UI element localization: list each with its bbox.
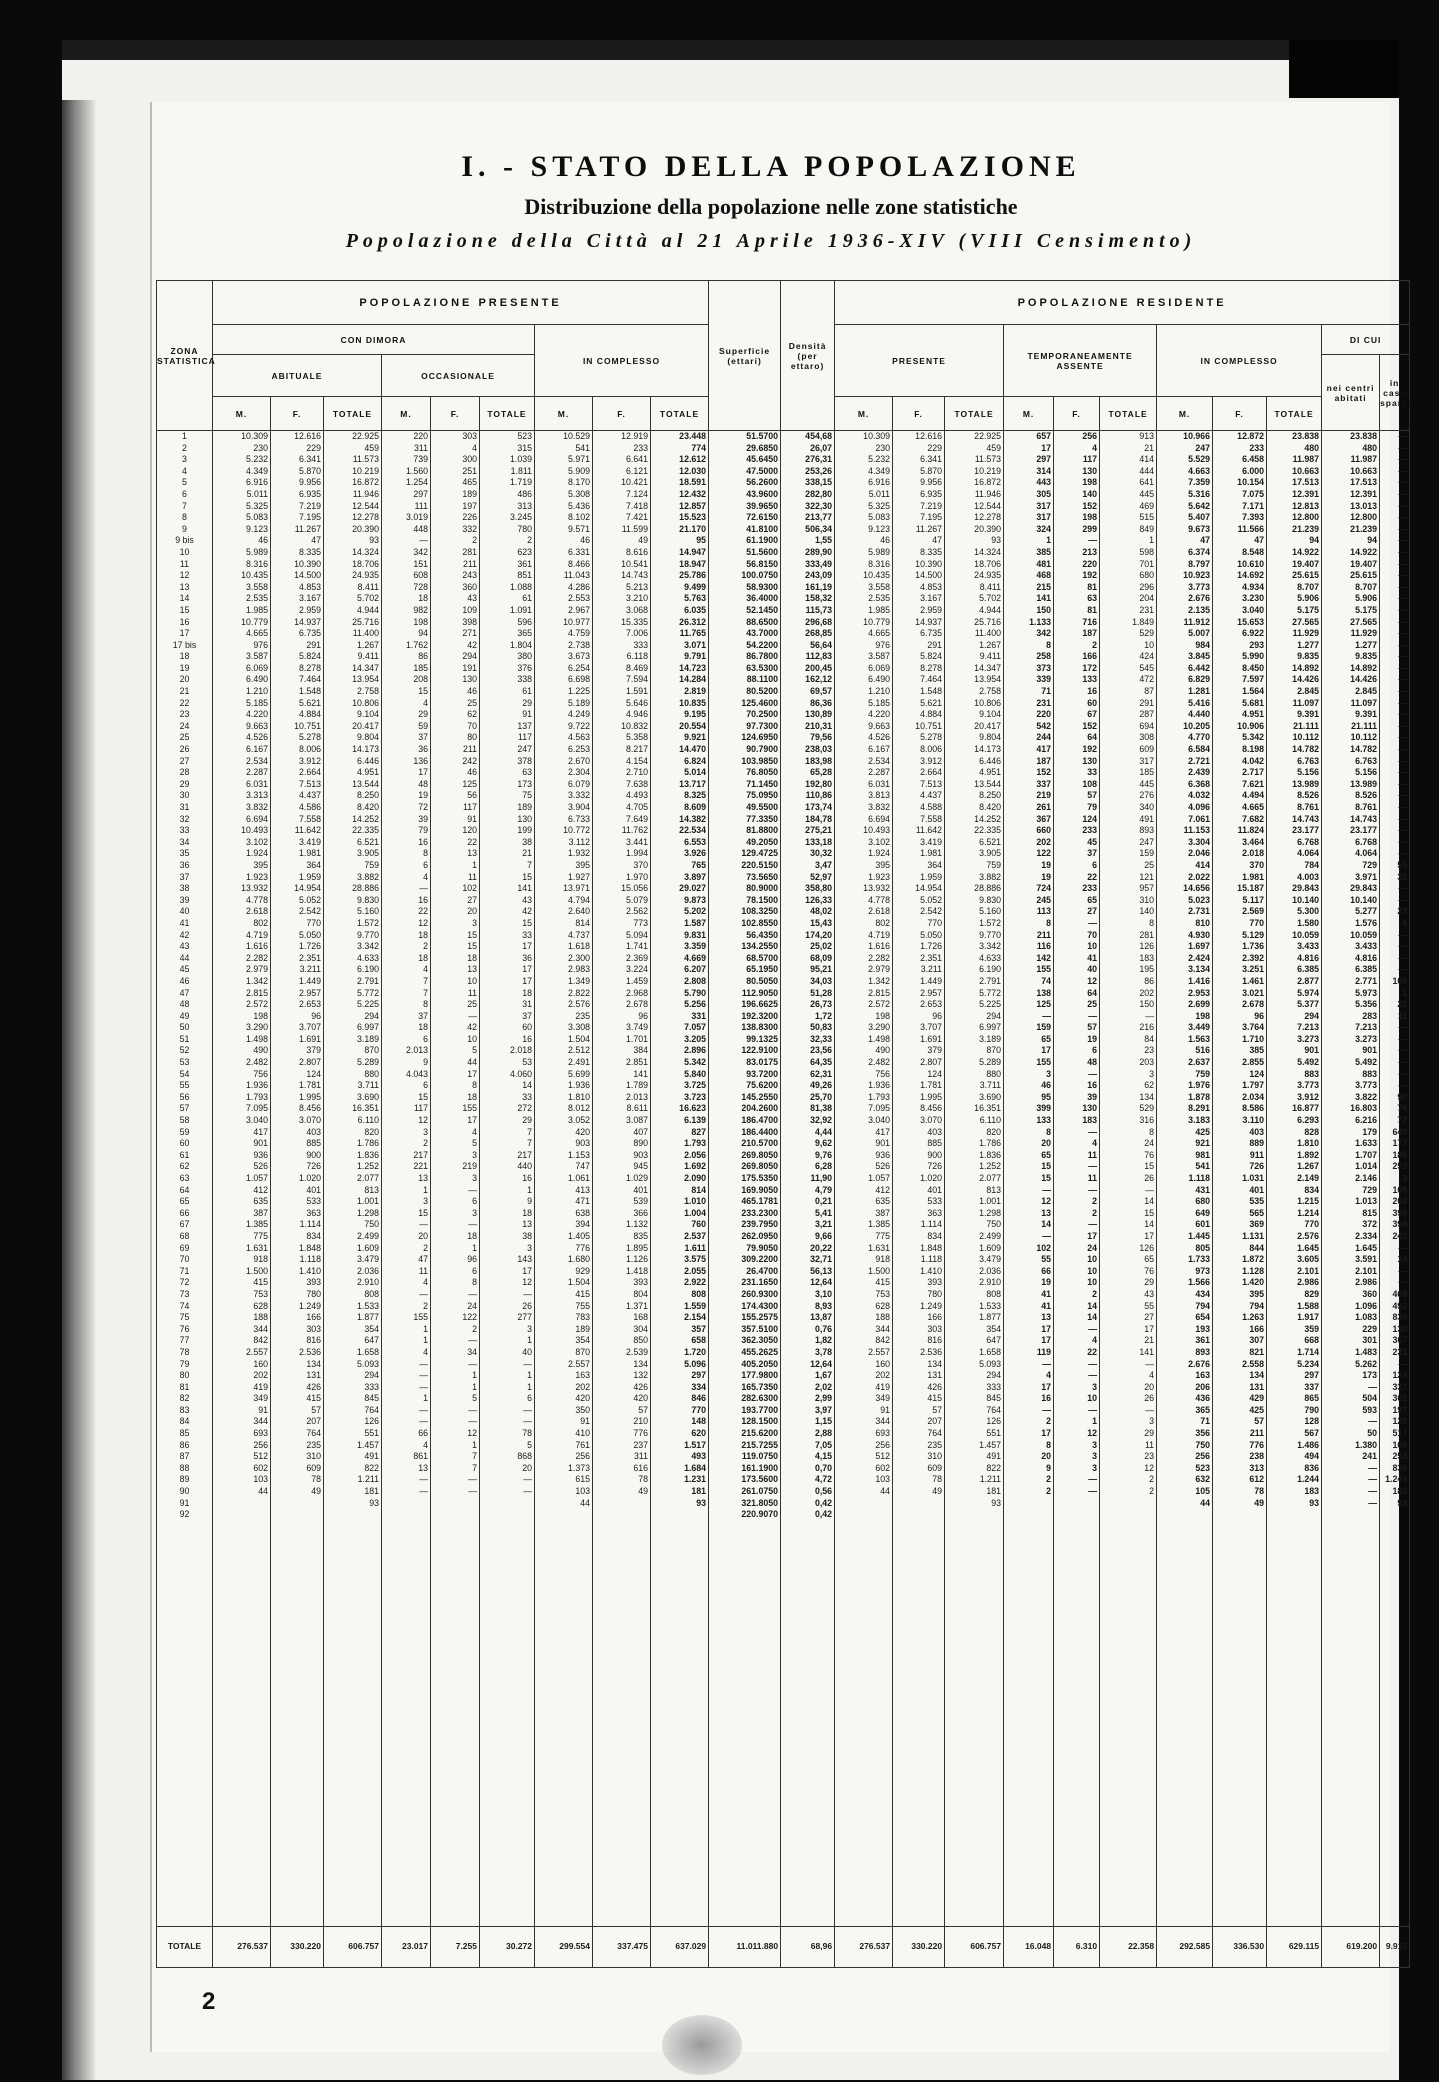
res-presente-f-column: 12.616 229 6.341 5.870 9.956 6.935 7.219 7.195 11.267 47 8.335 10.390 14.500 4.853 3.167 2.959 14.937 6.735 291 5.824 8.278 7.464 1.548 5.621 4.884 10.751 5.278 8.006 3.912 2.664 7.513 4.437 4.588 7.558 11.642 3.419 1.981 364 1.959 14.954 5.052 2.542 770 5.050 1.726 2.351 3.211 1.449 2.957 2.653 96 3.707 1.691 379 2.807 124 1.781 1.995 8.456 3.070 403 885 900 726 1.020 401 533 363 1.114 834 1.848 1.118 1.410 393 780 1.249 166 303 816 2.536 134 131 426 415 57 207 764 235 310 609 78 49 <box>893 431 945 1927</box>
temp-assente-totale-column: 913 21 414 444 641 445 469 515 849 1 598 701 680 296 204 231 1.849 529 10 424 545 472 87 291 287 694 308 609 317 185 445 276 340 491 893 247 159 25 121 957 310 140 8 281 126 183 195 86 202 150 — 216 84 23 203 3 62 134 529 316 8 24 76 15 26 — 14 15 14 17 126 65 76 29 43 55 27 17 21 141 — 4 20 26 — 3 29 11 23 12 2 2 <box>1100 431 1157 1927</box>
col-m: M. <box>382 397 431 431</box>
data-body-row <box>157 431 1410 1927</box>
total-cell: 16.048 <box>1004 1927 1054 1968</box>
total-cell: 606.757 <box>324 1927 382 1968</box>
col-totale: TOTALE <box>480 397 535 431</box>
occasionale-m-column: 220 311 739 1.560 1.254 297 111 3.019 448 — 342 151 608 728 18 982 198 94 1.762 86 185 208 15 4 29 59 37 36 136 17 48 19 72 39 79 16 8 6 4 — 16 22 12 18 2 18 4 7 7 8 37 18 6 2.013 9 4.043 6 15 117 12 3 2 217 221 13 1 3 15 — 20 2 47 11 4 — 2 155 1 1 4 — — — 1 — — 66 4 861 13 — — <box>382 431 431 1927</box>
total-cell: 337.475 <box>593 1927 651 1968</box>
book-binding <box>62 100 96 2080</box>
superficie-header: Superficie (ettari) <box>709 281 781 431</box>
abituale-f-column: 12.616 229 6.341 5.870 9.956 6.935 7.219 7.195 11.267 47 8.335 10.390 14.500 4.853 3.167 2.959 14.937 6.735 291 5.824 8.278 7.464 1.548 5.621 4.884 10.751 5.278 8.006 3.912 2.664 7.513 4.437 4.586 7.558 11.642 3.419 1.981 364 1.959 14.954 5.052 2.542 770 5.050 1.726 2.351 3.211 1.449 2.957 2.653 96 3.707 1.691 379 2.807 124 1.781 1.995 8.456 3.070 403 885 900 726 1.020 401 533 363 1.114 834 1.848 1.118 1.410 393 780 1.249 166 303 816 2.536 134 131 426 415 57 207 764 235 310 609 78 49 <box>271 431 324 1927</box>
col-f: F. <box>431 397 480 431</box>
res-complesso-totale-column: 23.838 480 11.987 10.663 17.513 12.391 12.813 12.800 21.239 94 14.922 19.407 25.615 8.707 5.906 5.175 27.565 11.929 1.277 9.835 14.892 14.426 2.845 11.097 9.391 21.111 10.112 14.782 6.763 5.156 13.989 8.526 8.761 14.743 23.177 6.768 4.064 784 4.003 29.843 10.140 5.300 1.580 10.059 3.433 4.816 6.385 2.877 5.974 5.377 294 7.213 3.273 901 5.492 883 3.773 3.912 16.877 6.293 828 1.810 1.892 1.267 2.149 834 1.215 1.214 770 2.576 1.645 3.605 2.101 2.986 829 1.588 1.917 359 668 1.714 5.234 297 337 865 790 128 567 1.486 494 836 1.244 183 93 <box>1267 431 1322 1927</box>
col-m: M. <box>535 397 593 431</box>
total-cell: 292.585 <box>1157 1927 1213 1968</box>
col-f: F. <box>893 397 945 431</box>
abituale-header: ABITUALE <box>213 355 382 397</box>
col-totale: TOTALE <box>651 397 709 431</box>
page-subtitle: Distribuzione della popolazione nelle zone statistiche <box>524 194 1018 219</box>
res-complesso-f-column: 12.872 233 6.458 6.000 10.154 7.075 7.171 7.393 11.566 47 8.548 10.610 14.692 4.934 3.230 3.040 15.653 6.922 293 5.990 8.450 7.597 1.564 5.681 4.951 10.906 5.342 8.198 4.042 2.717 7.621 4.494 4.665 7.682 11.824 3.464 2.018 370 1.981 15.187 5.117 2.569 770 5.129 1.736 2.392 3.251 1.461 3.021 2.678 96 3.764 1.710 385 2.855 124 1.797 2.034 8.586 3.110 403 889 911 726 1.031 401 535 565 369 1.131 844 1.872 1.128 1.420 395 794 1.263 166 307 821 2.558 134 131 429 425 57 211 776 238 313 612 78 49 <box>1213 431 1267 1927</box>
case-sparse-column: — — — — — — — — — — — — — — — — — — — — — — — — — — — — — — — — — — — — — 55 32 — — 23 4 — — — — 106 1 21 11 — — — — — — 90 74 77 649 177 185 253 3 105 202 399 398 242 — 14 — — 469 492 834 130 367 231 — 124 337 361 197 128 517 106 253 836 1.244 183 93 <box>1380 431 1410 1927</box>
superficie-column: 51.5700 29.6850 45.6450 47.5000 56.2600 43.9600 39.9650 72.6150 41.8100 61.1900 51.5600 56.8150 100.0750 58.9300 36.4000 52.1450 88.6500 43.7000 54.2200 86.7800 63.5300 88.1100 80.5200 125.4600 70.2500 97.7300 124.6950 90.7900 103.9850 76.8050 71.1450 75.0950 49.5500 77.3350 81.8800 49.2050 129.4725 220.5150 73.5650 80.9000 78.1500 108.3250 102.8550 56.4350 134.2550 68.5700 65.1950 80.5050 112.9050 196.6625 192.3200 138.8300 99.1325 122.9100 83.0175 93.7200 75.6200 145.2550 204.2600 186.4700 186.4400 210.5700 269.8050 269.8050 175.5350 169.9050 465.1781 233.2300 239.7950 262.0950 79.9050 309.2200 26.4700 231.1650 260.9300 174.4300 155.2575 357.5100 362.3050 455.2625 405.2050 177.9800 165.7350 282.6300 193.7700 128.1500 215.6200 215.7255 119.0750 161.1900 173.5600 261.0750 321.8050 220.9070 <box>709 431 781 1927</box>
scanned-page <box>62 40 1414 2080</box>
totals-label: TOTALE <box>157 1927 213 1968</box>
total-cell: 637.029 <box>651 1927 709 1968</box>
zona-column: 1 2 3 4 5 6 7 8 9 9 bis 10 11 12 13 14 15 16 17 17 bis 18 19 20 21 22 23 24 25 26 27 28 29 30 31 32 33 34 35 36 37 38 39 40 41 42 43 44 45 46 47 48 49 50 51 52 53 54 55 56 57 58 59 60 61 62 63 64 65 66 67 68 69 70 71 72 73 74 75 76 77 78 79 80 81 82 83 84 85 86 87 88 89 90 91 92 <box>157 431 213 1927</box>
zona-header: ZONA STATISTICA <box>157 281 213 431</box>
complesso-header: IN COMPLESSO <box>535 325 709 397</box>
complesso-m-column: 10.529 541 5.971 5.909 8.170 5.308 5.436 8.102 9.571 46 6.331 8.466 11.043 4.286 2.553 2.967 10.977 4.759 2.738 3.673 6.254 6.698 1.225 5.189 4.249 9.722 4.563 6.253 2.670 2.304 6.079 3.332 3.904 6.733 10.772 3.112 1.932 395 1.927 13.971 4.794 2.640 814 4.737 1.618 2.300 2.983 1.349 2.822 2.576 235 3.308 1.504 2.512 2.491 5.699 1.936 1.810 8.012 3.052 420 903 1.153 747 1.061 413 471 638 394 1.405 776 1.680 929 1.504 415 755 783 189 354 870 2.557 163 202 420 350 91 410 761 256 1.373 615 103 44 <box>535 431 593 1927</box>
total-cell: 30.272 <box>480 1927 535 1968</box>
centri-header: nei centri abitati <box>1322 355 1380 431</box>
di-cui-header: DI CUI <box>1322 325 1410 355</box>
scan-corner <box>1289 40 1399 98</box>
scan-smudge <box>662 2015 742 2075</box>
centri-abitati-column: 23.838 480 11.987 10.663 17.513 12.391 13.013 12.800 21.239 94 14.922 19.407 25.615 8.707 5.906 5.175 27.565 11.929 1.277 9.835 14.892 14.426 2.845 11.097 9.391 21.111 10.112 14.782 6.763 5.156 13.989 8.526 8.761 14.743 23.177 6.768 4.064 729 3.971 29.843 10.140 5.277 1.576 10.059 3.433 4.816 6.385 2.771 5.973 5.356 283 7.213 3.273 901 5.492 883 3.773 3.822 16.803 6.216 179 1.633 1.707 1.014 2.146 729 1.013 815 372 2.334 1.645 3.591 2.101 2.986 360 1.096 1.083 229 301 1.483 5.262 173 — 504 593 — 50 1.380 241 — — — — <box>1322 431 1380 1927</box>
occasionale-totale-column: 523 315 1.039 1.811 1.719 486 313 3.245 780 2 623 361 851 1.088 61 1.091 596 365 1.804 380 376 338 61 29 91 137 117 247 378 63 173 75 189 130 199 38 21 7 15 141 43 42 15 33 17 36 17 17 18 31 37 60 16 2.018 53 4.060 14 33 272 29 7 7 217 440 16 1 9 18 13 38 3 143 17 12 — 26 277 3 1 40 — 1 1 6 — — 78 5 868 20 — — <box>480 431 535 1927</box>
total-cell: 299.554 <box>535 1927 593 1968</box>
col-m: M. <box>835 397 893 431</box>
total-cell: 276.537 <box>835 1927 893 1968</box>
col-m: M. <box>1157 397 1213 431</box>
residente-header: POPOLAZIONE RESIDENTE <box>835 281 1410 325</box>
col-f: F. <box>1054 397 1100 431</box>
total-cell: 7.255 <box>431 1927 480 1968</box>
densita-header: Densità (per ettaro) <box>781 281 835 431</box>
res-presente-m-column: 10.309 230 5.232 4.349 6.916 5.011 5.325 5.083 9.123 46 5.989 8.316 10.435 3.558 2.535 1.985 10.779 4.665 976 3.587 6.069 6.490 1.210 5.185 4.220 9.663 4.526 6.167 2.534 2.287 6.031 3.813 3.832 6.694 10.493 3.102 1.924 395 1.923 13.932 4.778 2.618 802 4.719 1.616 2.282 2.979 1.342 2.815 2.572 198 3.290 1.498 490 2.482 756 1.936 1.793 7.095 3.040 417 901 936 526 1.057 412 635 387 1.385 775 1.631 918 1.500 415 753 628 188 344 842 2.557 160 202 419 349 91 344 693 256 512 602 103 44 <box>835 431 893 1927</box>
col-totale: TOTALE <box>945 397 1004 431</box>
census-caption: Popolazione della Città al 21 Aprile 1936-XIV (VIII Censimento) <box>345 230 1197 252</box>
presente-header: POPOLAZIONE PRESENTE <box>213 281 709 325</box>
total-cell: 619.200 <box>1322 1927 1380 1968</box>
col-m: M. <box>213 397 271 431</box>
res-presente-totale-column: 22.925 459 11.573 10.219 16.872 11.946 12.544 12.278 20.390 93 14.324 18.706 24.935 8.411 5.702 4.944 25.716 11.400 1.267 9.411 14.347 13.954 2.758 10.806 9.104 20.417 9.804 14.173 6.446 4.951 13.544 8.250 8.420 14.252 22.335 6.521 3.905 759 3.882 28.886 9.830 5.160 1.572 9.770 3.342 4.633 6.190 2.791 5.772 5.225 294 6.997 3.189 870 5.289 880 3.711 3.690 16.351 6.110 820 1.786 1.836 1.252 2.077 813 1.001 1.298 750 2.499 1.609 3.479 2.036 2.910 808 1.533 1.877 354 647 1.658 5.093 294 333 845 764 126 551 1.457 491 822 1.211 181 93 <box>945 431 1004 1927</box>
total-cell: 330.220 <box>271 1927 324 1968</box>
complesso-f-column: 12.919 233 6.641 6.121 10.421 7.124 7.418 7.421 11.599 49 8.616 10.541 14.743 5.213 3.210 3.068 15.335 7.006 333 6.118 8.469 7.594 1.591 5.646 4.946 10.832 5.358 8.217 4.154 2.710 7.638 4.493 4.705 7.649 11.762 3.441 1.994 370 1.970 15.056 5.079 2.562 773 5.094 1.741 2.369 3.224 1.459 2.968 2.678 96 3.749 1.701 384 2.851 141 1.789 2.013 8.611 3.087 407 890 903 945 1.029 401 539 366 1.132 835 1.895 1.126 1.418 393 804 1.371 168 304 850 2.539 134 132 426 420 57 210 776 237 311 616 78 49 <box>593 431 651 1927</box>
res-complesso-header: IN COMPLESSO <box>1157 325 1322 397</box>
temp-assente-f-column: 256 4 117 130 198 140 152 198 299 — 213 220 192 81 63 81 716 187 2 166 172 133 16 60 67 152 64 192 130 33 108 57 79 124 233 45 37 6 22 233 65 27 — 70 10 41 40 12 64 25 — 57 19 6 48 — 16 39 130 183 — 4 11 — 11 — 2 2 — 17 24 10 10 10 2 14 14 — 4 22 — — 3 10 — 1 12 3 3 3 — — <box>1054 431 1100 1927</box>
total-cell: 276.537 <box>213 1927 271 1968</box>
col-totale: TOTALE <box>324 397 382 431</box>
scan-edge <box>62 40 1399 60</box>
res-presente-header: PRESENTE <box>835 325 1004 397</box>
total-cell: 9.915 <box>1380 1927 1410 1968</box>
densita-column: 454,68 26,07 276,31 253,26 338,15 282,80 322,30 213,77 506,34 1,55 289,90 333,49 243,09 161,19 158,32 115,73 296,68 268,85 56,64 112,83 200,45 162,12 69,57 86,36 130,89 210,31 79,56 238,03 183,98 65,28 192,80 110,86 173,74 184,78 275,21 133,18 30,32 3,47 52,97 358,80 126,33 48,02 15,43 174,20 25,02 68,09 95,21 34,03 51,28 26,73 1,72 50,83 32,33 23,56 64,35 62,31 49,26 25,70 81,38 32,92 4,44 9,62 9,76 6,28 11,90 4,79 0,21 5,41 3,21 9,66 20,22 32,71 56,13 12,64 3,10 8,93 13,87 0,76 1,82 3,78 12,64 1,67 2,02 2,99 3,97 1,15 2,88 7,05 4,15 0,70 4,72 0,56 0,42 0,42 <box>781 431 835 1927</box>
totals-row <box>157 1927 1410 1968</box>
sparse-header: in case sparse <box>1380 355 1410 431</box>
col-f: F. <box>593 397 651 431</box>
total-cell: 68,96 <box>781 1927 835 1968</box>
occasionale-header: OCCASIONALE <box>382 355 535 397</box>
total-cell: 606.757 <box>945 1927 1004 1968</box>
abituale-m-column: 10.309 230 5.232 4.349 6.916 5.011 5.325 5.083 9.123 46 5.989 8.316 10.435 3.558 2.535 1.985 10.779 4.665 976 3.587 6.069 6.490 1.210 5.185 4.220 9.663 4.526 6.167 2.534 2.287 6.031 3.313 3.832 6.694 10.493 3.102 1.924 395 1.923 13.932 4.778 2.618 802 4.719 1.616 2.282 2.979 1.342 2.815 2.572 198 3.290 1.498 490 2.482 756 1.936 1.793 7.095 3.040 417 901 936 526 1.057 412 635 387 1.385 775 1.631 918 1.500 415 753 628 188 344 842 2.557 160 202 419 349 91 344 693 256 512 602 103 44 <box>213 431 271 1927</box>
population-table <box>156 280 1414 1968</box>
total-cell: 23.017 <box>382 1927 431 1968</box>
page-number: 2 <box>202 1988 216 2015</box>
total-cell: 330.220 <box>893 1927 945 1968</box>
col-totale: TOTALE <box>1267 397 1322 431</box>
res-complesso-m-column: 10.966 247 5.529 4.663 7.359 5.316 5.642 5.407 9.673 47 6.374 8.797 10.923 3.773 2.676 2.135 11.912 5.007 984 3.845 6.442 6.829 1.281 5.416 4.440 10.205 4.770 6.584 2.721 2.439 6.368 4.032 4.096 7.061 11.153 3.304 2.046 414 2.022 14.656 5.023 2.731 810 4.930 1.697 2.424 3.134 1.416 2.953 2.699 198 3.449 1.563 516 2.637 759 1.976 1.878 8.291 3.183 425 921 981 541 1.118 431 680 649 601 1.445 805 1.733 973 1.566 434 794 654 193 361 893 2.676 163 206 436 365 71 356 750 256 523 632 105 44 <box>1157 431 1213 1927</box>
occasionale-f-column: 303 4 300 251 465 189 197 226 332 2 281 211 243 360 43 109 398 271 42 294 191 130 46 25 62 70 80 211 242 46 125 56 117 91 120 22 13 1 11 102 27 20 3 15 15 18 13 10 11 25 — 42 10 5 44 17 8 18 155 17 4 5 3 219 3 — 6 3 — 18 1 96 6 8 — 24 122 2 — 34 — 1 1 5 — — 12 1 7 7 — — <box>431 431 480 1927</box>
col-f: F. <box>271 397 324 431</box>
total-cell: 6.310 <box>1054 1927 1100 1968</box>
col-totale: TOTALE <box>1100 397 1157 431</box>
col-m: M. <box>1004 397 1054 431</box>
complesso-totale-column: 23.448 774 12.612 12.030 18.591 12.432 12.857 15.523 21.170 95 14.947 18.947 25.786 9.499 5.763 6.035 26.312 11.765 3.071 9.791 14.723 14.284 2.819 10.835 9.195 20.554 9.921 14.470 6.824 5.014 13.717 8.325 8.609 14.382 22.534 6.553 3.926 765 3.897 29.027 9.873 5.202 1.587 9.831 3.359 4.669 6.207 2.808 5.790 5.256 331 7.057 3.205 2.896 5.342 5.840 3.725 3.723 16.623 6.139 827 1.793 2.056 1.692 2.090 814 1.010 1.004 760 2.537 1.611 3.575 2.055 2.922 808 1.559 2.154 357 658 1.720 5.096 297 334 846 770 148 620 1.517 493 1.684 1.231 181 93 <box>651 431 709 1927</box>
total-cell: 11.011.880 <box>709 1927 781 1968</box>
total-cell: 22.358 <box>1100 1927 1157 1968</box>
page-title: I. - STATO DELLA POPOLAZIONE <box>461 150 1081 183</box>
con-dimora-header: CON DIMORA <box>213 325 535 355</box>
total-cell: 336.530 <box>1213 1927 1267 1968</box>
temp-assente-header: TEMPORANEAMENTE ASSENTE <box>1004 325 1157 397</box>
temp-assente-m-column: 657 17 297 314 443 305 317 317 324 1 385 481 468 215 141 150 1.133 342 8 258 373 339 71 231 220 542 244 417 187 152 337 219 261 367 660 202 122 19 19 724 245 113 8 211 116 142 155 74 138 125 — 159 65 17 155 3 46 95 399 133 8 20 65 15 15 — 12 13 14 — 102 55 66 19 41 41 13 17 17 119 — 4 17 16 — 2 17 8 20 9 2 2 <box>1004 431 1054 1927</box>
abituale-totale-column: 22.925 459 11.573 10.219 16.872 11.946 12.544 12.278 20.390 93 14.324 18.706 24.935 8.411 5.702 4.944 25.716 11.400 1.267 9.411 14.347 13.954 2.758 10.806 9.104 20.417 9.804 14.173 6.446 4.951 13.544 8.250 8.420 14.252 22.335 6.521 3.905 759 3.882 28.886 9.830 5.160 1.572 9.770 3.342 4.633 6.190 2.791 5.772 5.225 294 6.997 3.189 870 5.289 880 3.711 3.690 16.351 6.110 820 1.786 1.836 1.252 2.077 813 1.001 1.298 750 2.499 1.609 3.479 2.036 2.910 808 1.533 1.877 354 647 1.658 5.093 294 333 845 764 126 551 1.457 491 822 1.211 181 93 <box>324 431 382 1927</box>
table-sheet <box>150 102 1414 2052</box>
total-cell: 629.115 <box>1267 1927 1322 1968</box>
col-f: F. <box>1213 397 1267 431</box>
